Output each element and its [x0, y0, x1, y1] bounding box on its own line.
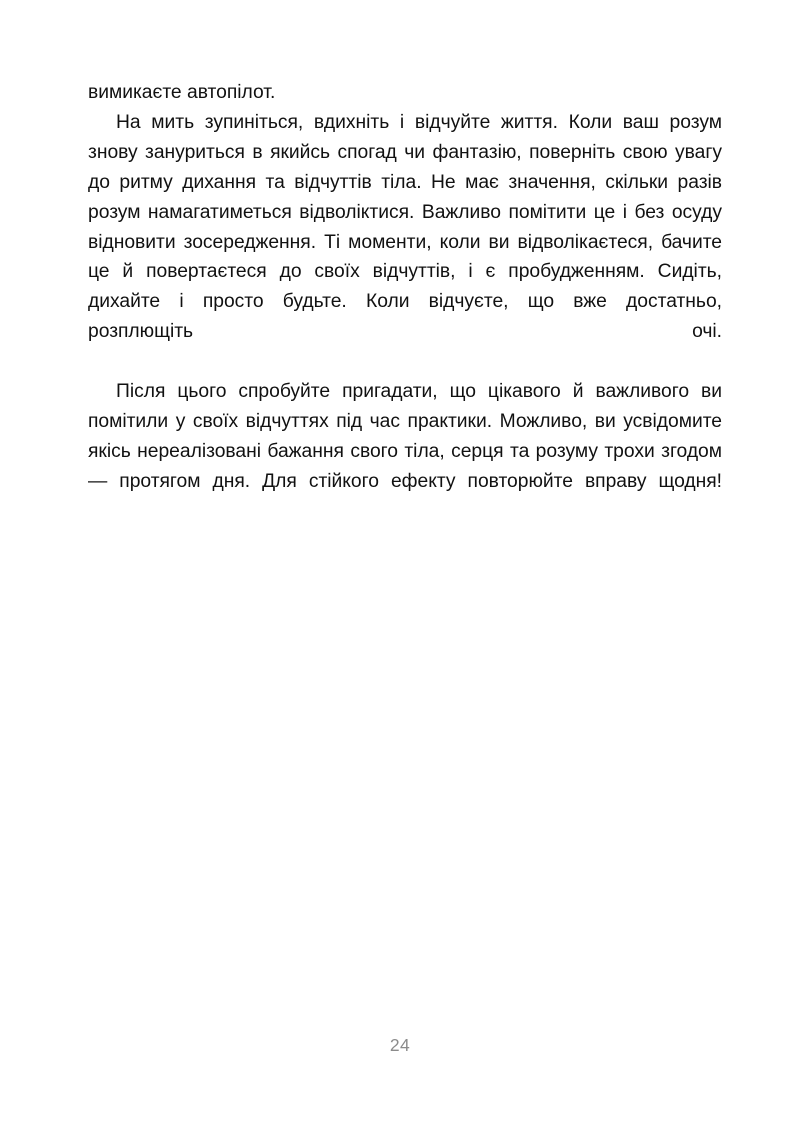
body-paragraph-2: Після цього спробуйте пригадати, що цікавого й важливого ви помітили у своїх відчуттях під час практики. Можливо, ви усвідомите якісь нереалізовані бажання свого тіла, серця та розуму трохи згодом — протягом дня. Для стійкого ефекту повторюйте вправу щодня!	[88, 381, 722, 492]
page-text-body	[88, 78, 722, 527]
continuation-line: вимикаєте автопілот.	[88, 82, 276, 103]
body-paragraph-1: На мить зупиніться, вдихніть і відчуйте життя. Коли ваш розум знову зануриться в якийсь спогад чи фантазію, поверніть свою увагу до ритму дихання та відчуттів тіла. Не має значення, скільки разів розум намагатиметься відволіктися. Важливо помітити це і без осуду відновити зосередження. Ті моменти, коли ви відволікаєтеся, бачите це й повертаєтеся до своїх відчуттів, і є пробудженням. Сидіть, дихайте і просто будьте. Коли відчуєте, що вже достатньо, розплющіть очі.	[88, 111, 722, 343]
page-number: 24	[389, 1035, 411, 1055]
